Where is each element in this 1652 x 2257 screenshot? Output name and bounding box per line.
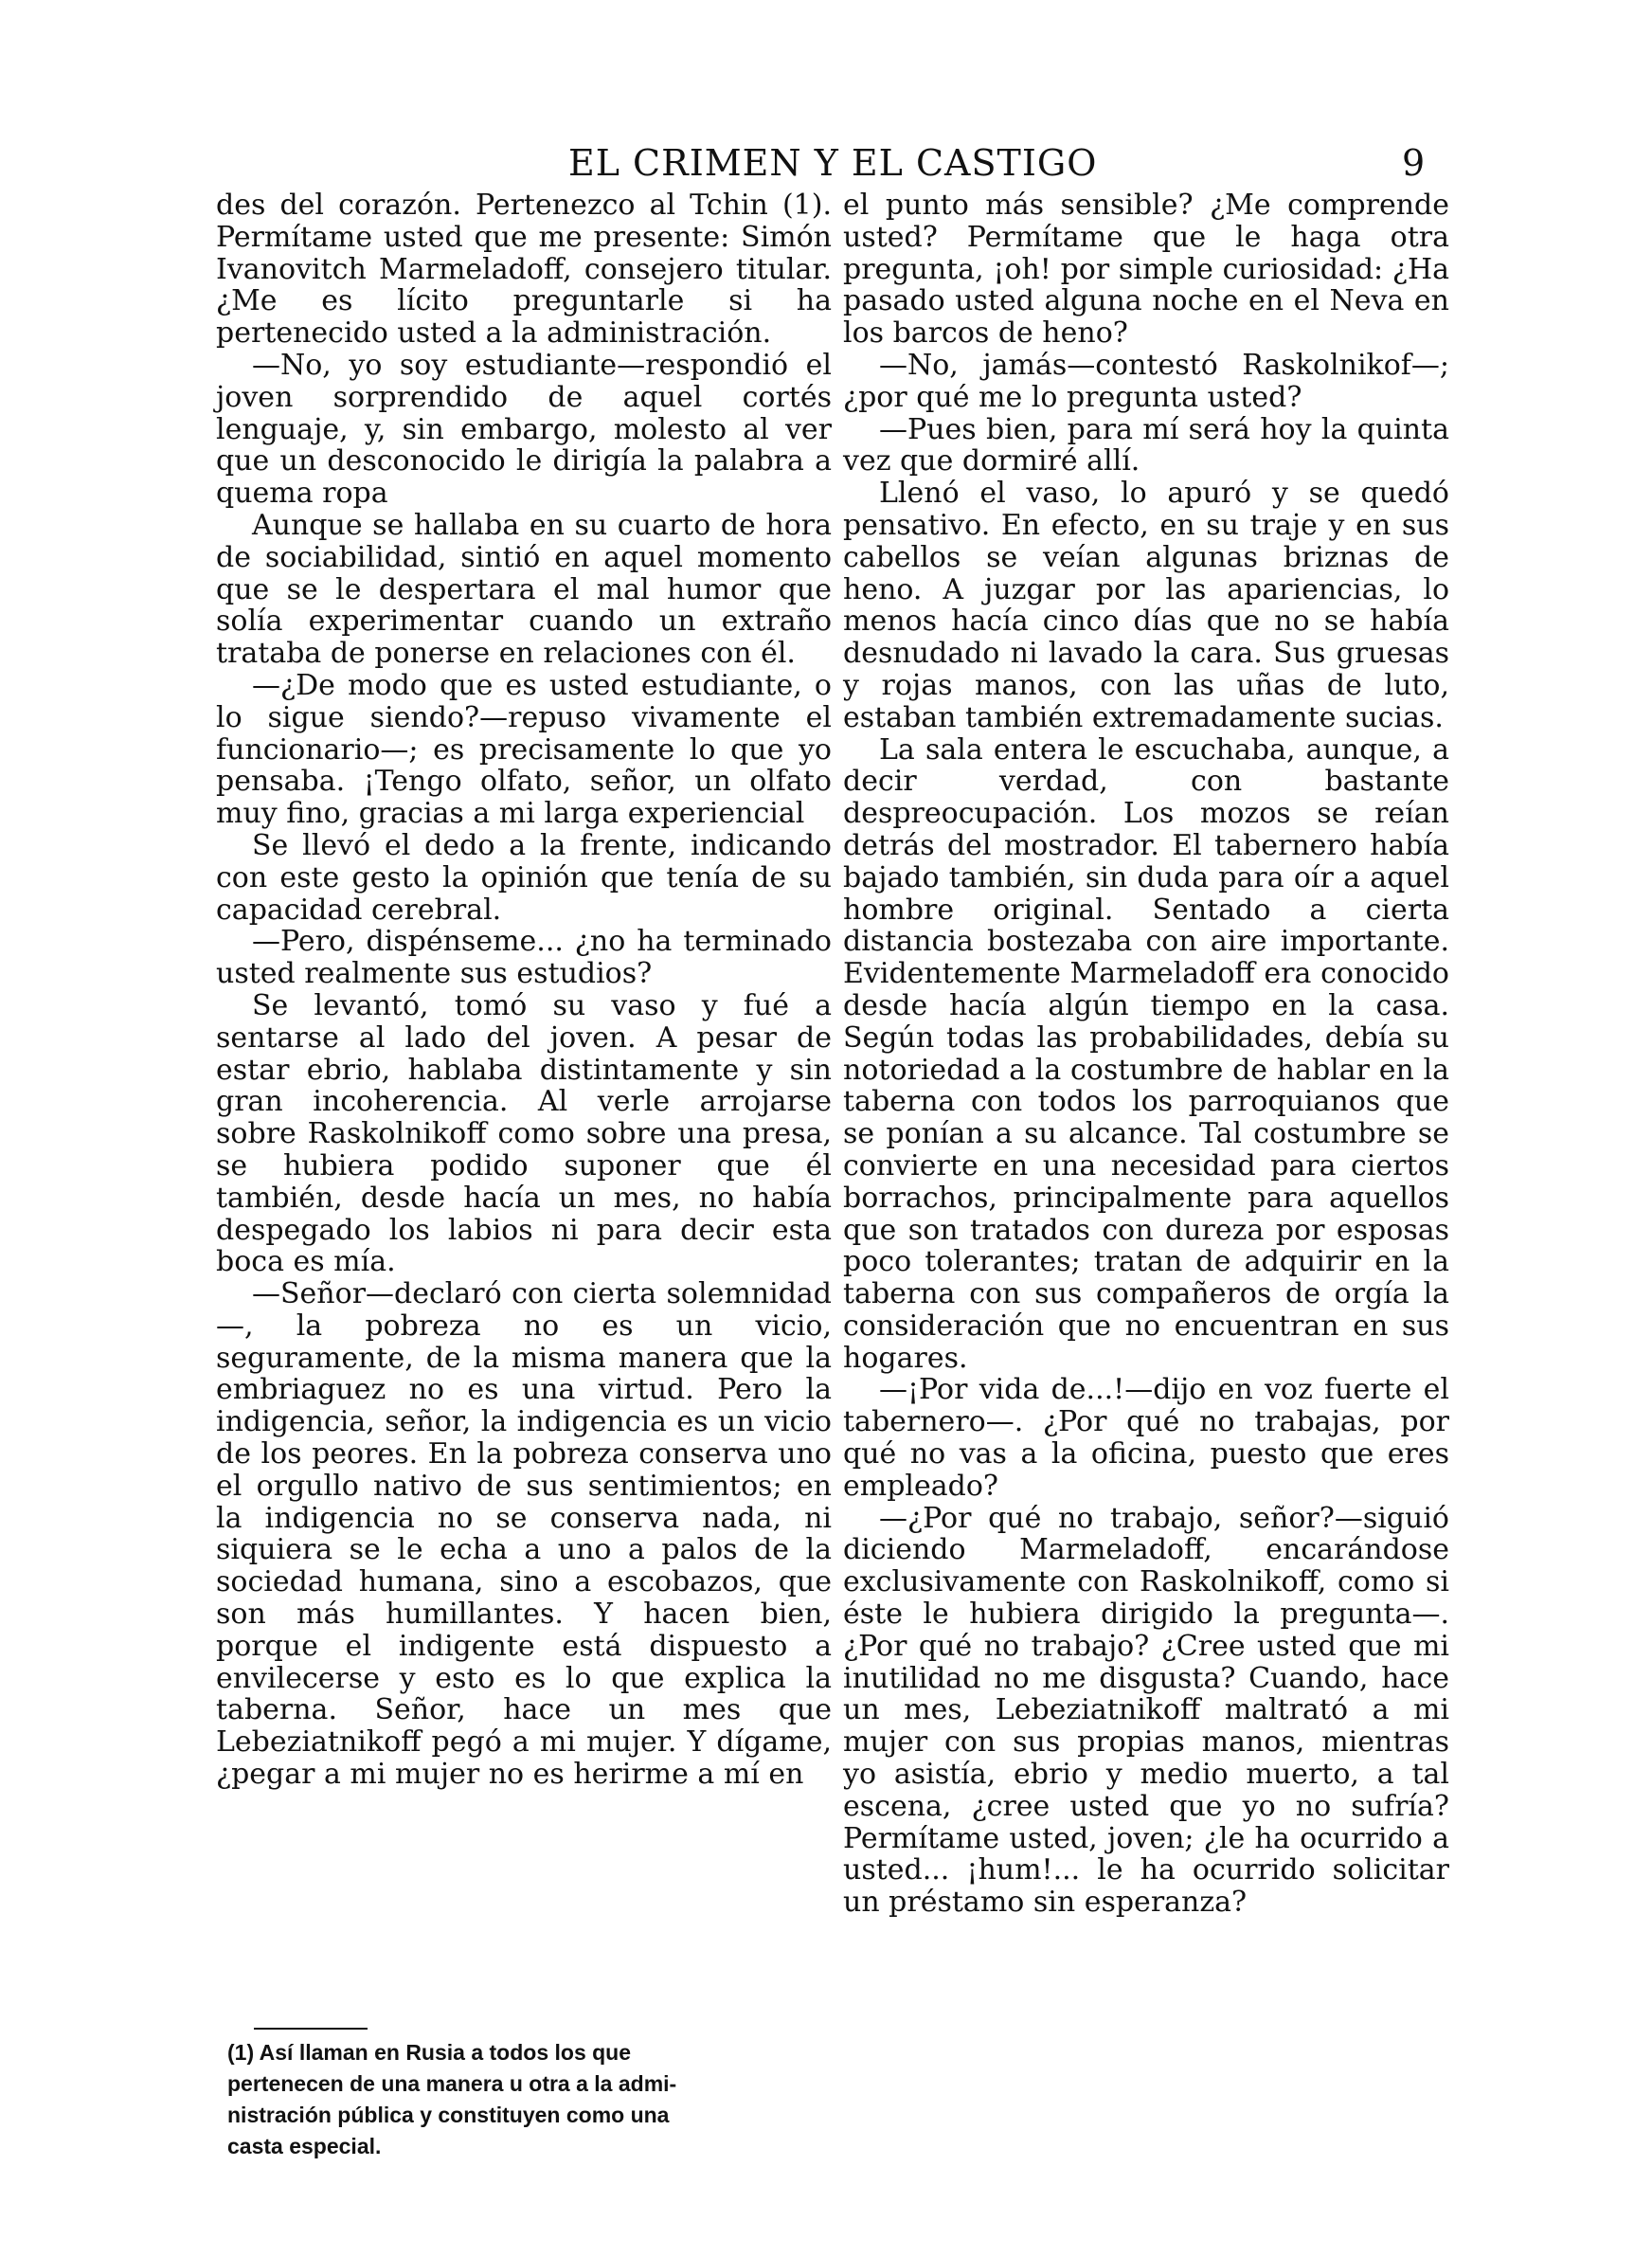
paragraph: —Señor—declaró con cierta solemnidad—, la pobreza no es un vicio, seguramente, de la misma manera que la embriaguez no es una virtud. Pero la indigencia, señor, la indigencia es un vicio de los peores. En la pobreza conserva uno el orgullo nativo de sus sentimientos; en la indigencia no se conserva nada, ni siquiera se le echa a uno a palos de la sociedad humana, sino a escobazos, que son más humillantes. Y hacen bien, porque el indigente está dispuesto a envilecerse y esto es lo que explica la taberna. Señor, hace un mes que Lebeziatnikoff pegó a mi mujer. Y dígame, ¿pegar a mi mujer no es herirme a mí en [216, 1277, 832, 1792]
right-column [843, 190, 1449, 1919]
paragraph: —¡Por vida de...!—dijo en voz fuerte el tabernero—. ¿Por qué no trabajas, por qué no vas a la oficina, puesto que eres empleado? [843, 1373, 1449, 1503]
paragraph: —No, jamás—contestó Raskolnikof—; ¿por qué me lo pregunta usted? [843, 348, 1449, 414]
footnote-divider [254, 2028, 368, 2030]
footnote [227, 2037, 815, 2162]
paragraph: Se levantó, tomó su vaso y fué a sentarse al lado del joven. A pesar de estar ebrio, hablaba distintamente y sin gran incoherencia. Al verle arrojarse sobre Raskolnikoff como sobre una presa, se hubiera podido suponer que él también, desde hacía un mes, no había despegado los labios ni para decir esta boca es mía. [216, 988, 832, 1279]
footnote-line: nistración pública y constituyen como una [227, 2103, 670, 2127]
left-column [216, 190, 832, 1791]
running-title: EL CRIMEN Y EL CASTIGO [568, 142, 1098, 184]
footnote-line: casta especial. [227, 2134, 382, 2158]
paragraph: La sala entera le escuchaba, aunque, a decir verdad, con bastante despreocupación. Los mozos se reían detrás del mostrador. El tabernero había bajado también, sin duda para oír a aquel hombre original. Sentado a cierta distancia bostezaba con aire importante. Evidentemente Marmeladoff era conocido desde hacía algún tiempo en la casa. Según todas las probabilidades, debía su notoriedad a la costumbre de hablar en la taberna con todos los parroquianos que se ponían a su alcance. Tal costumbre se convierte en una necesidad para ciertos borrachos, principalmente para aquellos que son tratados con dureza por esposas poco tolerantes; tratan de adquirir en la taberna con sus compañeros de orgía la consideración que no encuentran en sus hogares. [843, 732, 1449, 1375]
paragraph: des del corazón. Pertenezco al Tchin (1). Permítame usted que me presente: Simón Ivanovitch Marmeladoff, consejero titular. ¿Me es lícito preguntarle si ha pertenecido usted a la administración. [216, 189, 832, 351]
paragraph: —No, yo soy estudiante—respondió el joven sorprendido de aquel cortés lenguaje, y, sin embargo, molesto al ver que un desconocido le dirigía la palabra a quema ropa [216, 348, 832, 511]
paragraph: —Pues bien, para mí será hoy la quinta vez que dormiré allí. [843, 412, 1449, 478]
footnote-line: (1) Así llaman en Rusia a todos los que [227, 2040, 632, 2065]
paragraph: —¿Por qué no trabajo, señor?—siguió diciendo Marmeladoff, encarándose exclusivamente con Raskolnikoff, como si éste le hubiera dirigido la pregunta—. ¿Por qué no trabajo? ¿Cree usted que mi inutilidad no me disgusta? Cuando, hace un mes, Lebeziatnikoff maltrató a mi mujer con sus propias manos, mientras yo asistía, ebrio y medio muerto, a tal escena, ¿cree usted que yo no sufría? Permítame usted, joven; ¿le ha ocurrido a usted... ¡hum!... le ha ocurrido solicitar un préstamo sin esperanza? [843, 1501, 1449, 1920]
page-number: 9 [1402, 142, 1426, 184]
paragraph: Se llevó el dedo a la frente, indicando con este gesto la opinión que tenía de su capacidad cerebral. [216, 828, 832, 927]
footnote-line: pertenecen de una manera u otra a la admi- [227, 2071, 677, 2096]
paragraph: Aunque se hallaba en su cuarto de hora de sociabilidad, sintió en aquel momento que se le despertara el mal humor que solía experimentar cuando un extraño trataba de ponerse en relaciones con él. [216, 508, 832, 671]
paragraph: Llenó el vaso, lo apuró y se quedó pensativo. En efecto, en su traje y en sus cabellos se veían algunas briznas de heno. A juzgar por las apariencias, lo menos hacía cinco días que no se había desnudado ni lavado la cara. Sus gruesas y rojas manos, con las uñas de luto, estaban también extremadamente sucias. [843, 477, 1449, 734]
paragraph: —¿De modo que es usted estudiante, o lo sigue siendo?—repuso vivamente el funcionario—; es precisamente lo que yo pensaba. ¡Tengo olfato, señor, un olfato muy fino, gracias a mi larga experiencial [216, 668, 832, 831]
paragraph: el punto más sensible? ¿Me comprende usted? Permítame que le haga otra pregunta, ¡oh! por simple curiosidad: ¿Ha pasado usted alguna noche en el Neva en los barcos de heno? [843, 189, 1449, 351]
paragraph: —Pero, dispénseme... ¿no ha terminado usted realmente sus estudios? [216, 925, 832, 991]
